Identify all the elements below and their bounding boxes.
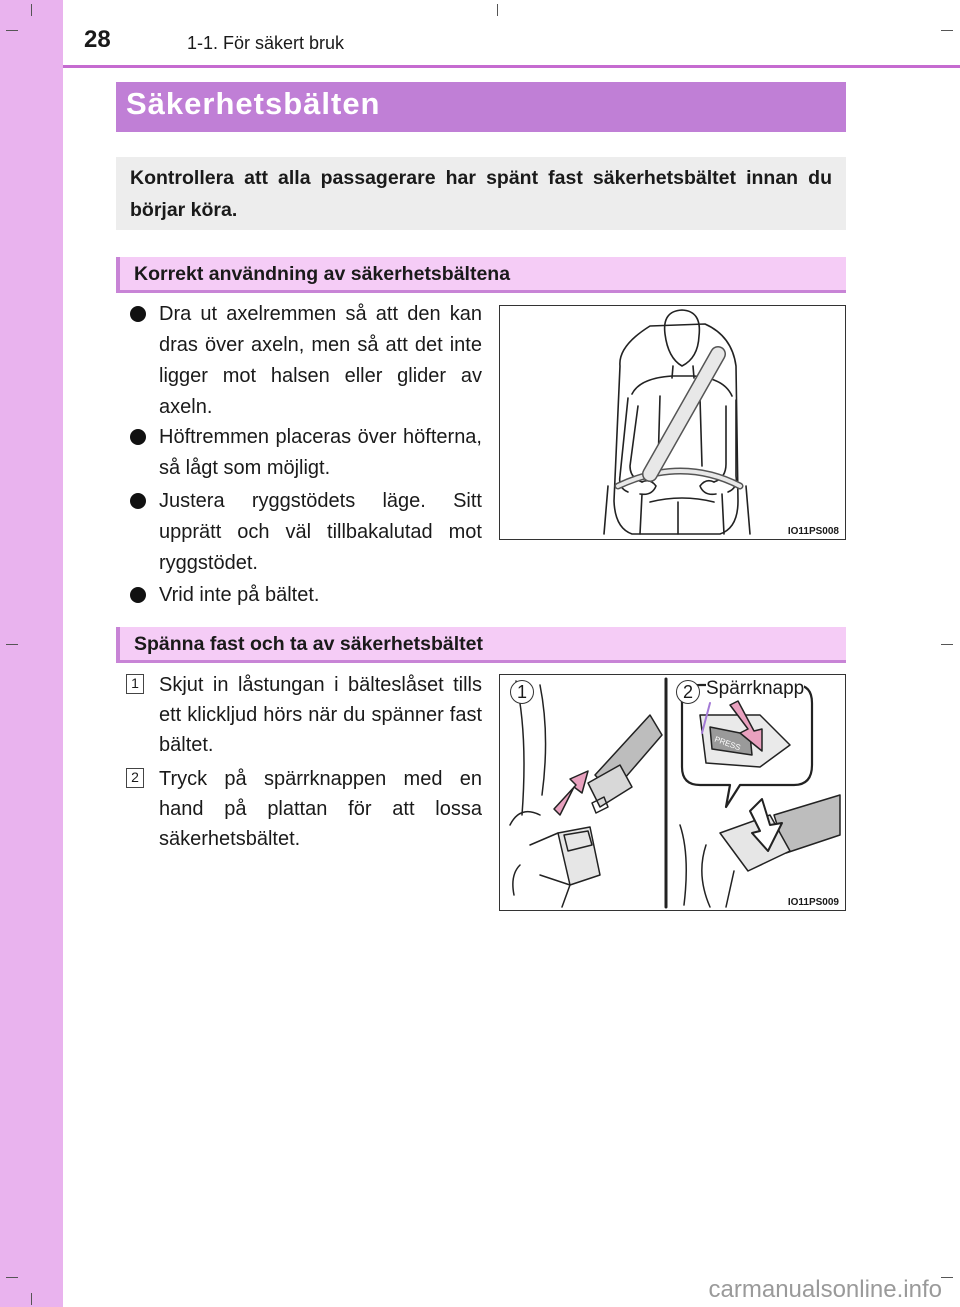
bullet-item (130, 580, 482, 611)
figure-code: IO11PS009 (787, 897, 839, 908)
bullet-text: Justera ryggstödets läge. Sitt upprätt och väl tillbakalutad mot ryggstödet. (159, 490, 482, 574)
crop-mark (6, 1277, 18, 1278)
crop-mark (941, 30, 953, 31)
bullet-dot-icon (130, 429, 146, 445)
press-button-text: PRESS (713, 734, 742, 753)
step-number: 1 (126, 674, 144, 694)
page-title: Säkerhetsbälten (126, 86, 381, 121)
crop-mark (6, 30, 18, 31)
bullet-dot-icon (130, 587, 146, 603)
crop-mark (31, 4, 32, 16)
panel-number: 1 (510, 680, 534, 704)
bullet-text: Höftremmen placeras över höfterna, så lågt som möjligt. (159, 426, 482, 479)
section-heading-text: Spänna fast och ta av säkerhetsbältet (134, 633, 483, 655)
crop-mark (941, 1277, 953, 1278)
bullet-dot-icon (130, 493, 146, 509)
step-item (126, 670, 482, 760)
figure-seatbelt-posture (499, 305, 846, 540)
crop-mark (31, 1293, 32, 1305)
section-heading-text: Korrekt användning av säkerhetsbältena (134, 263, 511, 285)
intro-text: Kontrollera att alla passagerare har spänt fast säkerhetsbältet innan du börjar köra. (130, 167, 832, 221)
page-number: 28 (84, 26, 111, 53)
panel-number: 2 (676, 680, 700, 704)
step-item (126, 764, 482, 854)
intro-box (116, 157, 846, 230)
release-button-label: Spärrknapp (706, 678, 805, 699)
bullet-item (130, 486, 482, 579)
step-text: Skjut in låstungan i bälteslåset tills ett klickljud hörs när du spänner fast bältet. (159, 674, 482, 756)
watermark: carmanualsonline.info (708, 1276, 942, 1303)
bullet-dot-icon (130, 306, 146, 322)
crop-mark (941, 644, 953, 645)
side-strip (0, 0, 63, 1307)
section-heading-fasten-release (116, 627, 846, 663)
step-text: Tryck på spärrknappen med en hand på plattan för att lossa säkerhetsbältet. (159, 768, 482, 850)
crop-mark (497, 4, 498, 16)
bullet-text: Vrid inte på bältet. (159, 584, 320, 606)
section-label: 1-1. För säkert bruk (187, 33, 345, 53)
bullet-item (130, 422, 482, 484)
figure-buckle (499, 674, 846, 911)
crop-mark (6, 644, 18, 645)
header-rule (63, 65, 960, 68)
figure-code: IO11PS008 (787, 526, 839, 537)
seated-person-illustration (500, 306, 846, 540)
bullet-item (130, 299, 482, 423)
bullet-text: Dra ut axelremmen så att den kan dras över axeln, men så att det inte ligger mot halsen eller glider av axeln. (159, 303, 482, 418)
buckle-illustration (500, 675, 846, 911)
step-number: 2 (126, 768, 144, 788)
section-heading-correct-use (116, 257, 846, 293)
